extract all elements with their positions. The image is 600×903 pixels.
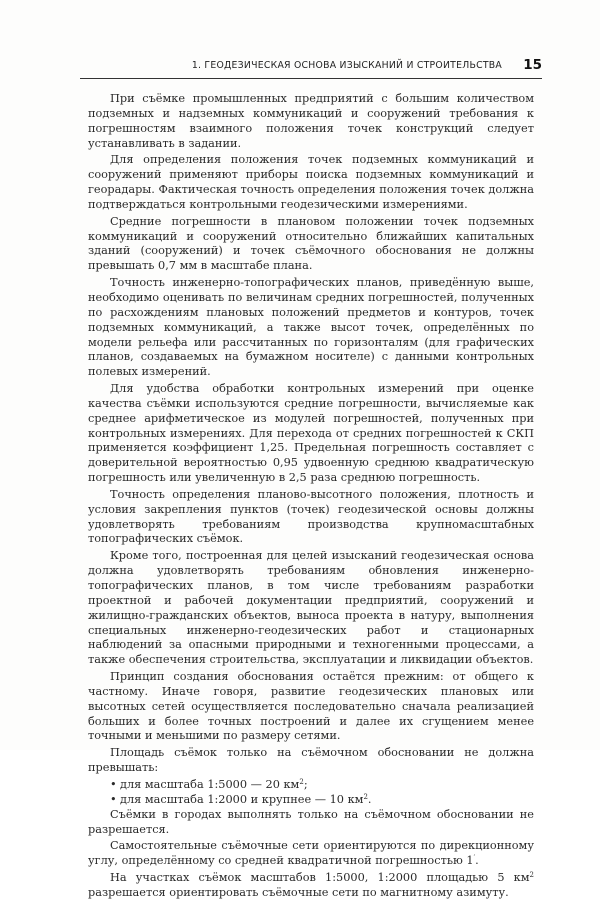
superscript: 2 (529, 871, 534, 880)
chapter-title: 1. ГЕОДЕЗИЧЕСКАЯ ОСНОВА ИЗЫСКАНИЙ И СТРОИТЕЛЬСТВА (191, 60, 502, 71)
paragraph: Для удобства обработки контрольных измерений при оценке качества съёмки используются средние погрешности, вычисляемые как среднее арифметическое из модулей погрешностей, полученных при контрольных измерениях. Для перехода от средних погрешностей к СКП применяется коэффициент 1,25. Предельная погрешность составляет с доверительной вероятностью 0,95 удвоенную среднюю квадратическую погрешность или увеличенную в 2,5 раза среднюю погрешность. (88, 382, 534, 485)
paragraph (88, 871, 534, 901)
list-item-suffix: . (367, 792, 372, 806)
paragraph (88, 839, 534, 869)
paragraph: Принцип создания обоснования остаётся прежним: от общего к частному. Иначе говоря, развитие геодезических плановых или высотных сетей осуществляется последовательно сначала реализацией больших и более точных построений и далее их сгущением менее точными и меньшими по размеру сетями. (88, 670, 534, 743)
body-text (88, 92, 534, 903)
list-item (88, 778, 534, 793)
paragraph: Точность определения планово-высотного положения, плотность и условия закрепления пунктов (точек) геодезической основы должны удовлетворять требованиям производства крупномасштабных топографических съёмок. (88, 487, 534, 546)
paragraph-text: На участках съёмок масштабов 1:5000, 1:2000 площадью 5 км (110, 871, 530, 885)
list-item-suffix: ; (303, 777, 308, 791)
paragraph: Точность инженерно-топографических планов, приведённую выше, необходимо оценивать по величинам средних погрешностей, полученных по расхождениям плановых положений предметов и контуров, точек подземных коммуникаций, а также высот точек, определённых по модели рельефа или рассчитанных по горизонталям (для графических планов, создаваемых на бумажном носителе) с данными контрольных полевых измерений. (88, 276, 534, 379)
paragraph: Для определения положения точек подземных коммуникаций и сооружений применяют приборы поиска подземных коммуникаций и георадары. Фактическая точность определения положения точек должна подтверждаться контрольными геодезическими измерениями. (88, 153, 534, 211)
paragraph: При съёмке промышленных предприятий с большим количеством подземных и надземных коммуникаций и сооружений требования к погрешностям взаимного положения точек конструкций следует устанавливать в задании. (88, 92, 534, 150)
superscript: 2 (363, 792, 368, 801)
running-header (80, 58, 542, 79)
list-item (88, 793, 534, 808)
paragraph-text: Самостоятельные съёмочные сети ориентируются по дирекционному углу, определённому со средней квадратичной погрешностью 1 (88, 839, 534, 868)
paragraph-suffix: . (475, 854, 479, 868)
page-number: 15 (523, 57, 542, 73)
list-item-text: для масштаба 1:2000 и крупнее — 10 км (120, 792, 364, 806)
list-item-text: для масштаба 1:5000 — 20 км (120, 777, 300, 791)
paragraph: Съёмки в городах выполнять только на съёмочном обосновании не разрешается. (88, 807, 534, 836)
paragraph: Площадь съёмок только на съёмочном обосновании не должна превышать: (88, 746, 534, 775)
superscript: 2 (299, 777, 304, 786)
paragraph-text: разрешается ориентировать съёмочные сети по магнитному азимуту. (88, 885, 509, 899)
superscript: ′ (473, 854, 476, 863)
paragraph: Кроме того, построенная для целей изысканий геодезическая основа должна удовлетворять требованиям обновления инженерно-топографических планов, в том числе требованиям разработки проектной и рабочей документации предприятий, сооружений и жилищно-гражданских объектов, выноса проекта в натуру, выполнения специальных инженерно-геодезических работ и стационарных наблюдений за опасными природными и техногенными процессами, а также обеспечения строительства, эксплуатации и ликвидации объектов. (88, 549, 534, 667)
area-limits-list (88, 778, 534, 808)
paragraph: Средние погрешности в плановом положении точек подземных коммуникаций и сооружений относительно ближайших капитальных зданий (сооружений) и точек съёмочного обоснования не должны превышать 0,7 мм в масштабе плана. (88, 214, 534, 273)
